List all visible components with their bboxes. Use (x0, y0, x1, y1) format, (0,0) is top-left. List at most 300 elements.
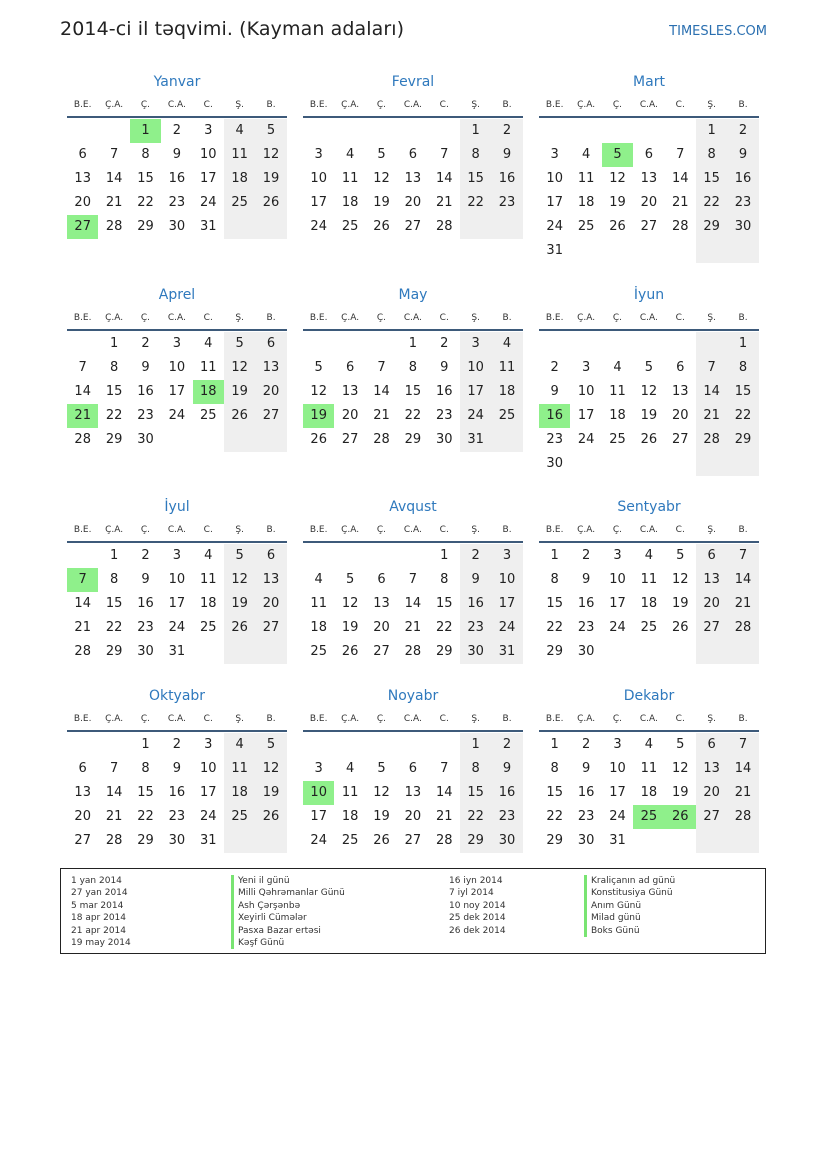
day-cell: 8 (550, 572, 559, 587)
empty-day-cell (727, 452, 758, 476)
day-cell: 2 (491, 119, 522, 143)
day-cell: 19 (609, 195, 626, 210)
day-cell: 26 (373, 833, 390, 848)
day-cell: 16 (577, 596, 595, 611)
weekday-label: Ş. (471, 313, 480, 323)
weekday-label: Ç. (140, 714, 151, 724)
day-cell: 11 (609, 384, 626, 399)
weekday-label: B.E. (73, 714, 92, 724)
day-cell: 7 (109, 147, 119, 162)
empty-day-cell (303, 733, 334, 757)
day-cell: 6 (377, 572, 386, 587)
day-grid (303, 544, 523, 664)
weekday-label: Ç.A. (341, 100, 360, 110)
day-cell: 23 (546, 432, 563, 447)
day-cell: 5 (345, 572, 355, 587)
day-cell: 25 (341, 833, 359, 848)
weekday-label: C.A. (403, 313, 422, 323)
day-cell: 5 (255, 119, 286, 143)
empty-day-cell (633, 332, 664, 356)
month-name: Noyabr (387, 688, 439, 704)
day-cell: 26 (224, 404, 255, 428)
day-cell: 31 (609, 833, 626, 848)
day-cell: 12 (224, 356, 255, 380)
day-cell: 15 (137, 171, 154, 186)
day-cell: 12 (609, 171, 626, 186)
day-cell: 9 (550, 384, 559, 399)
day-cell: 26 (310, 432, 327, 447)
empty-day-cell (67, 544, 98, 568)
weekday-label: C.A. (403, 714, 422, 724)
day-cell: 2 (141, 336, 150, 351)
day-grid (303, 733, 523, 853)
holiday-date: 10 noy 2014 (449, 900, 506, 911)
day-cell: 23 (137, 408, 154, 423)
weekday-label: Ş. (235, 525, 244, 535)
day-cell: 16 (491, 167, 522, 191)
day-cell: 29 (404, 432, 422, 447)
day-cell: 12 (640, 384, 658, 399)
day-cell: 12 (310, 384, 327, 399)
day-cell: 26 (609, 219, 626, 234)
day-cell: 4 (491, 332, 522, 356)
day-cell: 16 (460, 592, 491, 616)
day-cell: 10 (310, 171, 327, 186)
day-cell: 13 (696, 757, 727, 781)
weekday-label: C.A. (639, 714, 658, 724)
weekday-label: C. (675, 313, 685, 323)
day-cell: 20 (696, 781, 727, 805)
day-cell: 25 (491, 404, 522, 428)
day-cell: 8 (460, 143, 491, 167)
day-cell: 14 (727, 568, 758, 592)
day-cell: 1 (460, 733, 491, 757)
day-cell: 11 (224, 757, 255, 781)
weekday-label: C. (203, 313, 213, 323)
weekday-label: B. (266, 313, 276, 323)
day-cell: 11 (341, 785, 359, 800)
day-cell: 7 (408, 572, 417, 587)
weekday-label: Ç. (612, 525, 623, 535)
day-cell: 12 (671, 572, 689, 587)
day-cell: 12 (373, 171, 390, 186)
day-cell: 23 (577, 620, 595, 635)
day-cell: 1 (460, 119, 491, 143)
day-cell: 19 (373, 195, 390, 210)
empty-day-cell (665, 119, 696, 143)
weekday-label: C. (675, 100, 685, 110)
day-grid (303, 332, 523, 452)
day-cell: 30 (546, 456, 563, 471)
month-name: İyun (633, 287, 665, 303)
day-cell: 3 (613, 548, 622, 563)
day-cell: 11 (341, 171, 359, 186)
day-cell: 24 (310, 833, 327, 848)
day-cell: 20 (671, 408, 689, 423)
day-cell: 17 (609, 596, 626, 611)
day-cell: 14 (74, 384, 91, 399)
empty-day-cell (397, 544, 428, 568)
day-cell: 28 (105, 219, 123, 234)
weekday-label: C. (203, 525, 213, 535)
day-cell: 22 (105, 408, 123, 423)
empty-day-cell (224, 428, 255, 452)
day-cell: 20 (341, 408, 359, 423)
day-cell: 7 (676, 147, 685, 162)
weekday-label: B. (738, 525, 748, 535)
day-cell: 8 (440, 572, 449, 587)
day-cell: 3 (172, 336, 181, 351)
weekday-header (539, 710, 759, 732)
day-cell: 7 (377, 360, 386, 375)
day-cell: 3 (491, 544, 522, 568)
day-cell: 9 (727, 143, 758, 167)
weekday-label: Ç. (140, 100, 151, 110)
holiday-name: Milli Qəhrəmanlar Günü (231, 887, 345, 899)
empty-day-cell (665, 452, 696, 476)
day-cell: 18 (341, 195, 359, 210)
day-cell: 21 (727, 781, 758, 805)
weekday-label: C.A. (167, 100, 186, 110)
day-cell: 10 (609, 572, 626, 587)
weekday-label: B.E. (545, 714, 564, 724)
day-cell: 3 (314, 147, 323, 162)
day-cell: 2 (727, 119, 758, 143)
holiday-day-cell: 19 (303, 404, 334, 428)
day-cell: 22 (460, 805, 491, 829)
day-cell: 25 (199, 408, 217, 423)
day-cell: 10 (168, 360, 186, 375)
weekday-label: B.E. (309, 714, 328, 724)
empty-day-cell (366, 332, 397, 356)
weekday-header (539, 309, 759, 331)
day-cell: 3 (204, 123, 213, 138)
day-grid (67, 544, 287, 664)
weekday-label: C.A. (639, 100, 658, 110)
day-cell: 21 (404, 620, 422, 635)
day-cell: 8 (460, 757, 491, 781)
day-cell: 3 (581, 360, 591, 375)
day-cell: 2 (581, 548, 591, 563)
empty-day-cell (570, 239, 601, 263)
day-cell: 14 (696, 380, 727, 404)
day-cell: 17 (199, 171, 217, 186)
day-cell: 13 (255, 568, 286, 592)
empty-day-cell (633, 452, 664, 476)
empty-day-cell (193, 428, 224, 452)
day-cell: 11 (640, 761, 658, 776)
day-cell: 23 (168, 195, 186, 210)
day-cell: 12 (255, 143, 286, 167)
day-cell: 6 (345, 360, 355, 375)
month-name: Mart (633, 74, 665, 90)
day-cell: 4 (224, 119, 255, 143)
day-cell: 29 (137, 219, 154, 234)
day-cell: 27 (640, 219, 658, 234)
day-cell: 19 (224, 592, 255, 616)
day-cell: 8 (550, 761, 559, 776)
month-name: May (398, 287, 428, 303)
weekday-label: Ş. (707, 313, 716, 323)
day-cell: 8 (408, 360, 417, 375)
day-cell: 4 (204, 548, 213, 563)
weekday-label: Ç. (376, 714, 387, 724)
site-link[interactable]: TIMESLES.COM (669, 24, 767, 39)
empty-day-cell (67, 332, 98, 356)
day-cell: 3 (172, 548, 181, 563)
day-cell: 27 (341, 432, 359, 447)
empty-day-cell (429, 733, 460, 757)
day-cell: 6 (78, 761, 87, 776)
weekday-label: B.E. (309, 313, 328, 323)
empty-day-cell (366, 119, 397, 143)
day-cell: 19 (671, 785, 689, 800)
empty-day-cell (224, 215, 255, 239)
day-cell: 12 (373, 785, 390, 800)
day-cell: 3 (204, 737, 213, 752)
day-cell: 29 (105, 432, 123, 447)
day-cell: 12 (255, 757, 286, 781)
day-cell: 27 (671, 432, 689, 447)
day-cell: 16 (491, 781, 522, 805)
day-cell: 19 (224, 380, 255, 404)
day-cell: 29 (546, 644, 563, 659)
holiday-day-cell: 27 (67, 215, 98, 239)
weekday-label: Ş. (235, 714, 244, 724)
day-cell: 7 (727, 544, 758, 568)
empty-day-cell (303, 544, 334, 568)
weekday-label: C.A. (403, 100, 422, 110)
day-cell: 28 (435, 833, 453, 848)
empty-day-cell (303, 119, 334, 143)
day-cell: 5 (314, 360, 323, 375)
weekday-label: B.E. (309, 100, 328, 110)
day-cell: 16 (168, 785, 186, 800)
empty-day-cell (491, 215, 522, 239)
weekday-label: Ç.A. (105, 714, 124, 724)
day-cell: 12 (671, 761, 689, 776)
day-cell: 4 (581, 147, 591, 162)
day-cell: 24 (199, 195, 217, 210)
day-cell: 13 (373, 596, 390, 611)
day-cell: 26 (373, 219, 390, 234)
day-cell: 24 (609, 809, 626, 824)
day-cell: 29 (435, 644, 453, 659)
day-cell: 13 (671, 384, 689, 399)
weekday-label: B.E. (73, 525, 92, 535)
weekday-label: Ç.A. (577, 100, 596, 110)
day-cell: 24 (168, 620, 186, 635)
day-cell: 6 (408, 147, 417, 162)
day-cell: 8 (109, 360, 119, 375)
day-cell: 9 (172, 761, 181, 776)
day-cell: 29 (460, 829, 491, 853)
weekday-label: Ş. (707, 714, 716, 724)
day-cell: 21 (105, 809, 123, 824)
holiday-date: 19 may 2014 (71, 938, 131, 949)
weekday-label: Ç. (612, 100, 623, 110)
empty-day-cell (727, 829, 758, 853)
day-cell: 15 (435, 596, 453, 611)
day-cell: 19 (341, 620, 359, 635)
day-cell: 12 (224, 568, 255, 592)
day-cell: 5 (224, 544, 255, 568)
day-cell: 3 (613, 737, 622, 752)
weekday-label: B. (266, 714, 276, 724)
day-cell: 15 (460, 167, 491, 191)
holiday-day-cell: 18 (193, 380, 224, 404)
day-cell: 5 (644, 360, 653, 375)
weekday-label: B.E. (545, 525, 564, 535)
day-grid (67, 733, 287, 853)
day-cell: 20 (404, 809, 422, 824)
empty-day-cell (570, 452, 601, 476)
day-cell: 18 (341, 809, 359, 824)
day-cell: 29 (696, 215, 727, 239)
day-cell: 9 (491, 757, 522, 781)
empty-day-cell (665, 239, 696, 263)
day-cell: 18 (224, 781, 255, 805)
empty-day-cell (334, 119, 365, 143)
empty-day-cell (366, 733, 397, 757)
day-cell: 22 (435, 620, 453, 635)
weekday-header (67, 309, 287, 331)
weekday-label: B. (502, 100, 512, 110)
day-cell: 6 (644, 147, 653, 162)
day-cell: 18 (640, 596, 658, 611)
day-cell: 22 (696, 191, 727, 215)
day-cell: 20 (255, 380, 286, 404)
month-name: Sentyabr (617, 499, 681, 515)
empty-day-cell (224, 829, 255, 853)
month-name: Aprel (158, 287, 196, 303)
day-cell: 2 (581, 737, 591, 752)
weekday-label: C. (439, 100, 449, 110)
day-cell: 7 (727, 733, 758, 757)
weekday-label: C. (675, 525, 685, 535)
month-name: Avqust (389, 499, 437, 515)
day-cell: 21 (696, 404, 727, 428)
day-cell: 3 (460, 332, 491, 356)
day-cell: 16 (577, 785, 595, 800)
weekday-label: B. (502, 714, 512, 724)
day-cell: 25 (310, 644, 327, 659)
day-cell: 24 (168, 408, 186, 423)
day-cell: 17 (460, 380, 491, 404)
weekday-header (539, 521, 759, 543)
holiday-name: Konstitusiya Günü (584, 887, 675, 899)
day-cell: 26 (671, 620, 689, 635)
weekday-label: C. (439, 313, 449, 323)
day-cell: 4 (613, 360, 622, 375)
day-cell: 15 (137, 785, 154, 800)
day-cell: 14 (373, 384, 390, 399)
weekday-label: B.E. (545, 100, 564, 110)
weekday-label: Ç.A. (341, 714, 360, 724)
day-cell: 21 (727, 592, 758, 616)
day-cell: 7 (109, 761, 119, 776)
day-cell: 1 (727, 332, 758, 356)
holiday-name: Kəşf Günü (231, 937, 345, 949)
weekday-label: Ç.A. (341, 313, 360, 323)
weekday-label: B.E. (73, 100, 92, 110)
empty-day-cell (539, 119, 570, 143)
weekday-label: C. (203, 714, 213, 724)
weekday-label: C.A. (403, 525, 422, 535)
weekday-label: B. (502, 313, 512, 323)
day-cell: 1 (109, 548, 119, 563)
weekday-label: C.A. (639, 313, 658, 323)
day-cell: 21 (435, 809, 453, 824)
empty-day-cell (193, 640, 224, 664)
month-4 (67, 286, 287, 452)
day-cell: 27 (255, 404, 286, 428)
day-cell: 17 (491, 592, 522, 616)
weekday-label: Ç.A. (577, 714, 596, 724)
holiday-name: Pasxa Bazar ertəsi (231, 925, 345, 937)
weekday-label: B. (266, 100, 276, 110)
empty-day-cell (224, 640, 255, 664)
empty-day-cell (255, 215, 286, 239)
day-cell: 15 (546, 785, 563, 800)
day-cell: 27 (696, 616, 727, 640)
day-cell: 17 (199, 785, 217, 800)
day-cell: 6 (255, 332, 286, 356)
holiday-names-left (231, 875, 345, 949)
day-cell: 16 (168, 171, 186, 186)
holiday-names-right (584, 875, 675, 937)
holiday-day-cell: 21 (67, 404, 98, 428)
weekday-header (67, 521, 287, 543)
weekday-label: Ç. (376, 313, 387, 323)
empty-day-cell (67, 119, 98, 143)
weekday-label: C.A. (167, 525, 186, 535)
day-cell: 11 (199, 360, 217, 375)
day-cell: 3 (550, 147, 559, 162)
empty-day-cell (570, 119, 601, 143)
weekday-header (303, 96, 523, 118)
day-cell: 25 (577, 219, 595, 234)
empty-day-cell (334, 733, 365, 757)
weekday-label: Ş. (707, 525, 716, 535)
empty-day-cell (366, 544, 397, 568)
day-cell: 10 (577, 384, 595, 399)
day-cell: 9 (141, 572, 150, 587)
day-cell: 1 (440, 548, 449, 563)
day-cell: 18 (577, 195, 595, 210)
day-cell: 14 (671, 171, 689, 186)
day-cell: 9 (440, 360, 449, 375)
day-cell: 1 (109, 336, 119, 351)
empty-day-cell (602, 239, 633, 263)
day-cell: 13 (341, 384, 359, 399)
day-cell: 30 (577, 644, 595, 659)
day-cell: 10 (199, 761, 217, 776)
day-cell: 25 (224, 805, 255, 829)
day-cell: 12 (341, 596, 359, 611)
day-grid (539, 544, 759, 664)
weekday-label: Ş. (707, 100, 716, 110)
day-cell: 30 (727, 215, 758, 239)
day-cell: 25 (341, 219, 359, 234)
holiday-dates-left (71, 875, 131, 949)
weekday-label: Ç. (376, 100, 387, 110)
empty-day-cell (665, 640, 696, 664)
empty-day-cell (570, 332, 601, 356)
day-cell: 23 (460, 616, 491, 640)
day-cell: 20 (74, 809, 91, 824)
day-cell: 28 (105, 833, 123, 848)
